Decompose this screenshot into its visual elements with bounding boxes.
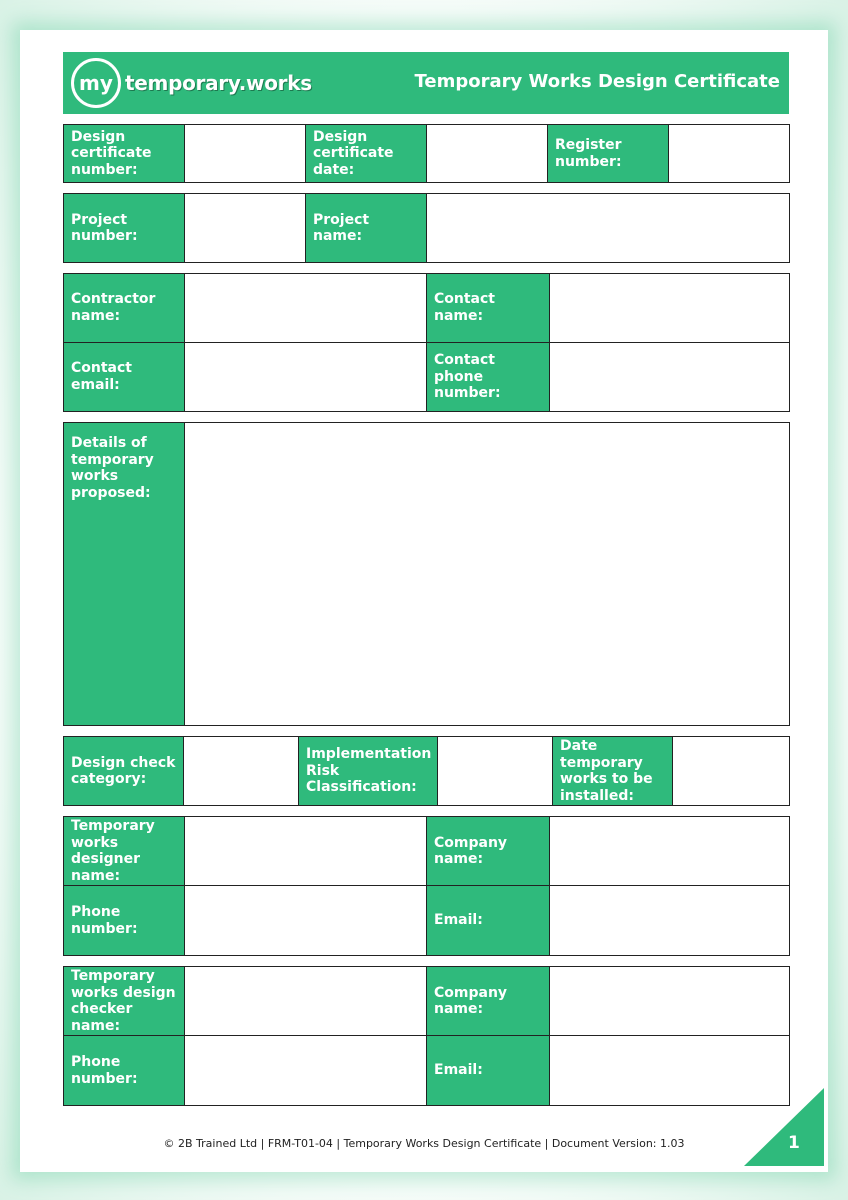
designer-company-label: Company name:: [427, 817, 550, 886]
project-info-block: [63, 193, 790, 263]
logo-wordmark: temporary.works: [125, 71, 312, 95]
contractor-name-field[interactable]: [185, 274, 427, 343]
designer-phone-field[interactable]: [185, 886, 427, 955]
brand-logo: [71, 58, 312, 108]
document-title: Temporary Works Design Certificate: [414, 71, 780, 92]
designer-name-label: Temporary works designer name:: [64, 817, 185, 886]
page-number: 1: [788, 1133, 800, 1153]
contact-name-field[interactable]: [550, 274, 789, 343]
checker-email-label: Email:: [427, 1036, 550, 1105]
logo-circle-icon: [71, 58, 121, 108]
footer-text: © 2B Trained Ltd | FRM-T01-04 | Temporary Works Design Certificate | Document Version: 1.03: [163, 1137, 685, 1150]
project-name-label: Project name:: [306, 194, 427, 262]
contact-email-field[interactable]: [185, 343, 427, 412]
checker-company-label: Company name:: [427, 967, 550, 1036]
install-date-label: Date temporary works to be installed:: [553, 737, 673, 805]
designer-info-block: [63, 816, 790, 956]
header-banner: [63, 52, 789, 114]
details-field[interactable]: [185, 423, 789, 725]
install-date-field[interactable]: [673, 737, 789, 805]
project-name-field[interactable]: [427, 194, 789, 262]
contact-phone-field[interactable]: [550, 343, 789, 412]
contact-email-label: Contact email:: [64, 343, 185, 412]
register-number-field[interactable]: [669, 125, 789, 182]
designer-phone-label: Phone number:: [64, 886, 185, 955]
implementation-risk-label: Implementation Risk Classification:: [299, 737, 438, 805]
design-check-category-field[interactable]: [184, 737, 299, 805]
design-check-block: [63, 736, 790, 806]
designer-name-field[interactable]: [185, 817, 427, 886]
certificate-info-block: [63, 124, 790, 183]
checker-company-field[interactable]: [550, 967, 789, 1036]
design-certificate-date-field[interactable]: [427, 125, 548, 182]
designer-email-label: Email:: [427, 886, 550, 955]
contact-phone-label: Contact phone number:: [427, 343, 550, 412]
register-number-label: Register number:: [548, 125, 669, 182]
design-check-category-label: Design check category:: [64, 737, 184, 805]
checker-name-field[interactable]: [185, 967, 427, 1036]
page-corner-triangle: [744, 1088, 824, 1166]
project-number-label: Project number:: [64, 194, 185, 262]
project-number-field[interactable]: [185, 194, 306, 262]
contact-name-label: Contact name:: [427, 274, 550, 343]
checker-phone-label: Phone number:: [64, 1036, 185, 1105]
checker-phone-field[interactable]: [185, 1036, 427, 1105]
contractor-name-label: Contractor name:: [64, 274, 185, 343]
details-label: Details of temporary works proposed:: [64, 423, 185, 725]
logo-my-text: my: [79, 71, 113, 95]
designer-company-field[interactable]: [550, 817, 789, 886]
checker-name-label: Temporary works design checker name:: [64, 967, 185, 1036]
details-block: [63, 422, 790, 726]
design-certificate-number-label: Design certificate number:: [64, 125, 185, 182]
designer-email-field[interactable]: [550, 886, 789, 955]
design-certificate-number-field[interactable]: [185, 125, 306, 182]
checker-info-block: [63, 966, 790, 1106]
implementation-risk-field[interactable]: [438, 737, 553, 805]
contractor-info-block: [63, 273, 790, 412]
design-certificate-date-label: Design certificate date:: [306, 125, 427, 182]
